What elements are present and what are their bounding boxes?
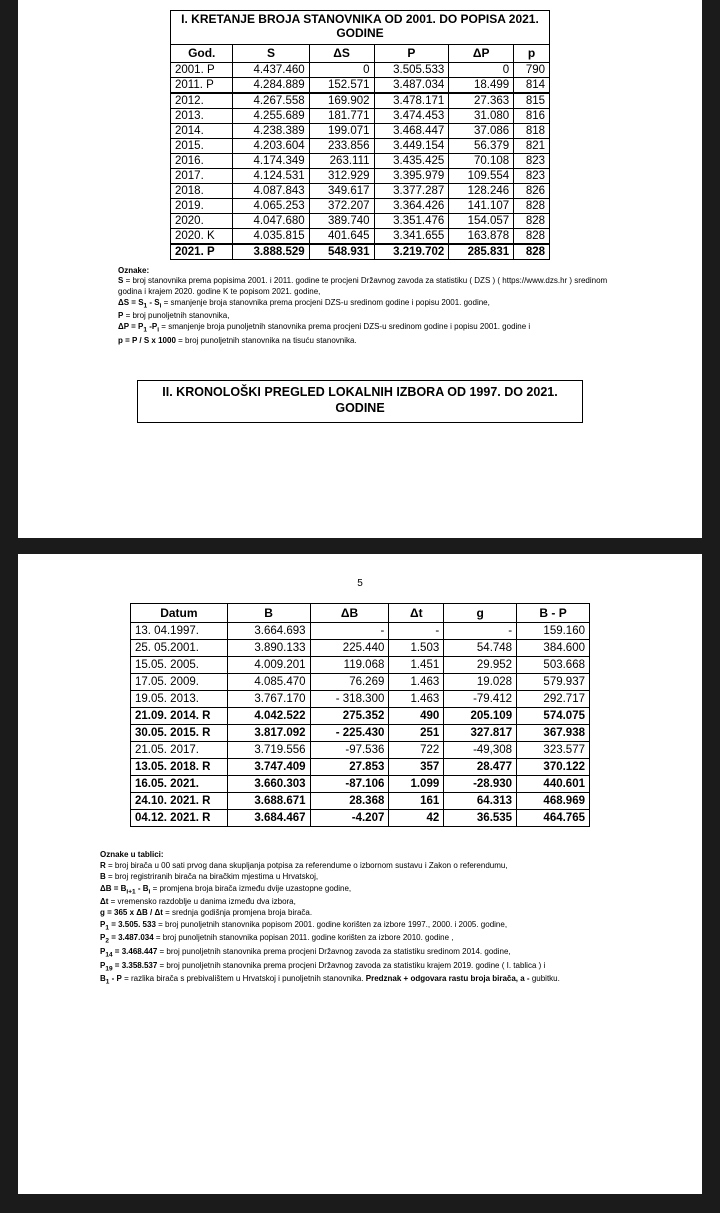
- legend-line: S = broj stanovnika prema popisima 2001. i 2011. godine te procjeni Državnog zavoda za statistiku ( DZS ) ( https://www.dzs.hr ) sredinom godina i krajem 2020. godine K te popisom 2021. godine,: [118, 276, 608, 297]
- cell-delta-s: 152.571: [309, 77, 374, 93]
- table-row: [131, 708, 590, 725]
- cell-ratio: 818: [514, 123, 550, 138]
- cell-year: 2015.: [171, 138, 233, 153]
- cell-b-minus-p: 367.938: [517, 725, 590, 742]
- table-row: [171, 213, 550, 228]
- cell-delta-t: 357: [389, 759, 444, 776]
- cell-delta-p: 285.831: [449, 244, 514, 260]
- table-row: [131, 657, 590, 674]
- cell-adults: 3.474.453: [374, 108, 449, 123]
- cell-delta-s: 199.071: [309, 123, 374, 138]
- cell-voters: 3.664.693: [227, 623, 310, 640]
- table-row: [171, 77, 550, 93]
- cell-adults: 3.395.979: [374, 168, 449, 183]
- cell-delta-s: 349.617: [309, 183, 374, 198]
- cell-adults: 3.468.447: [374, 123, 449, 138]
- cell-date: 17.05. 2009.: [131, 674, 228, 691]
- cell-delta-t: 42: [389, 810, 444, 827]
- cell-b-minus-p: 384.600: [517, 640, 590, 657]
- cell-year: 2019.: [171, 198, 233, 213]
- cell-adults: 3.435.425: [374, 153, 449, 168]
- table2-col-dt: Δt: [389, 604, 444, 623]
- cell-population: 4.174.349: [233, 153, 309, 168]
- cell-ratio: 823: [514, 168, 550, 183]
- table-row: [131, 759, 590, 776]
- cell-population: 4.047.680: [233, 213, 309, 228]
- cell-b-minus-p: 503.668: [517, 657, 590, 674]
- table1-header-row: [171, 44, 550, 62]
- cell-date: 21.09. 2014. R: [131, 708, 228, 725]
- elections-table: [130, 603, 590, 827]
- cell-year: 2018.: [171, 183, 233, 198]
- table1-body: [171, 62, 550, 259]
- section2-banner-container: [58, 380, 662, 422]
- table1-container: [58, 10, 662, 260]
- cell-delta-p: 56.379: [449, 138, 514, 153]
- cell-delta-s: 0: [309, 62, 374, 77]
- cell-year: 2001. P: [171, 62, 233, 77]
- cell-ratio: 815: [514, 93, 550, 109]
- table1-head: [171, 11, 550, 63]
- cell-delta-p: 141.107: [449, 198, 514, 213]
- cell-delta-b: 225.440: [310, 640, 389, 657]
- table1-col-s: S: [233, 44, 309, 62]
- cell-delta-s: 401.645: [309, 228, 374, 244]
- cell-delta-b: 76.269: [310, 674, 389, 691]
- cell-delta-t: 1.451: [389, 657, 444, 674]
- cell-ratio: 821: [514, 138, 550, 153]
- cell-population: 3.888.529: [233, 244, 309, 260]
- cell-delta-s: 263.111: [309, 153, 374, 168]
- table-row: [171, 62, 550, 77]
- legend2-line: B = broj registriranih birača na biračkim mjestima u Hrvatskoj,: [100, 872, 319, 882]
- cell-b-minus-p: 370.122: [517, 759, 590, 776]
- table-row: [131, 725, 590, 742]
- table1-title-row: [171, 11, 550, 45]
- legend2-line: R = broj birača u 00 sati prvog dana skupljanja potpisa za referendume o izbornom sustavu i Zakon o referendumu,: [100, 861, 508, 871]
- cell-population: 4.087.843: [233, 183, 309, 198]
- table-row: [131, 776, 590, 793]
- cell-delta-s: 389.740: [309, 213, 374, 228]
- cell-delta-p: 109.554: [449, 168, 514, 183]
- cell-voters: 3.719.556: [227, 742, 310, 759]
- document-page-2: [18, 554, 702, 1194]
- cell-adults: 3.351.476: [374, 213, 449, 228]
- cell-annual-change: 19.028: [444, 674, 517, 691]
- cell-delta-b: -: [310, 623, 389, 640]
- table-row: [171, 228, 550, 244]
- cell-ratio: 828: [514, 213, 550, 228]
- table1-col-pp: p: [514, 44, 550, 62]
- cell-delta-b: 27.853: [310, 759, 389, 776]
- legend-title: Oznake:: [118, 265, 150, 275]
- cell-b-minus-p: 468.969: [517, 793, 590, 810]
- cell-delta-s: 169.902: [309, 93, 374, 109]
- table2-head: [131, 604, 590, 623]
- cell-annual-change: 28.477: [444, 759, 517, 776]
- cell-delta-p: 18.499: [449, 77, 514, 93]
- cell-annual-change: 36.535: [444, 810, 517, 827]
- cell-delta-b: -4.207: [310, 810, 389, 827]
- cell-b-minus-p: 574.075: [517, 708, 590, 725]
- table-row: [171, 183, 550, 198]
- cell-annual-change: -49,308: [444, 742, 517, 759]
- cell-delta-t: 251: [389, 725, 444, 742]
- cell-delta-p: 128.246: [449, 183, 514, 198]
- cell-year: 2014.: [171, 123, 233, 138]
- table2-col-db: ΔB: [310, 604, 389, 623]
- cell-delta-p: 70.108: [449, 153, 514, 168]
- table-row: [171, 108, 550, 123]
- cell-year: 2016.: [171, 153, 233, 168]
- table2-legend: [100, 849, 660, 987]
- cell-date: 15.05. 2005.: [131, 657, 228, 674]
- cell-population: 4.065.253: [233, 198, 309, 213]
- cell-adults: 3.364.426: [374, 198, 449, 213]
- legend2-line: $P_1 = 3.505$. 533 = broj punoljetnih stanovnika popisom 2001. godine korišten za izbore 1997., 2000. i 2005. godine,: [100, 919, 508, 932]
- legend2-line: g = 365 x ΔB / Δt = srednja godišnja promjena broja birača.: [100, 908, 313, 918]
- cell-voters: 3.747.409: [227, 759, 310, 776]
- cell-adults: 3.505.533: [374, 62, 449, 77]
- table-row: [171, 198, 550, 213]
- cell-delta-b: 275.352: [310, 708, 389, 725]
- cell-delta-b: 28.368: [310, 793, 389, 810]
- cell-population: 4.238.389: [233, 123, 309, 138]
- cell-year: 2011. P: [171, 77, 233, 93]
- cell-annual-change: -28.930: [444, 776, 517, 793]
- cell-delta-t: 1.503: [389, 640, 444, 657]
- cell-b-minus-p: 440.601: [517, 776, 590, 793]
- cell-delta-p: 31.080: [449, 108, 514, 123]
- cell-delta-p: 154.057: [449, 213, 514, 228]
- cell-date: 16.05. 2021.: [131, 776, 228, 793]
- cell-adults: 3.449.154: [374, 138, 449, 153]
- table1-legend: [118, 266, 618, 347]
- cell-delta-b: - 225.430: [310, 725, 389, 742]
- table-row: [131, 793, 590, 810]
- cell-adults: 3.219.702: [374, 244, 449, 260]
- cell-adults: 3.487.034: [374, 77, 449, 93]
- cell-population: 4.124.531: [233, 168, 309, 183]
- cell-delta-s: 233.856: [309, 138, 374, 153]
- cell-delta-b: 119.068: [310, 657, 389, 674]
- cell-delta-t: 1.463: [389, 674, 444, 691]
- cell-delta-s: 312.929: [309, 168, 374, 183]
- population-table: [170, 10, 550, 260]
- cell-delta-s: 372.207: [309, 198, 374, 213]
- table-row: [131, 640, 590, 657]
- table-row: [171, 138, 550, 153]
- cell-date: 21.05. 2017.: [131, 742, 228, 759]
- legend2-line: $P_2 = 3.487.034$ = broj punoljetnih stanovnika popisan 2011. godine korišten za izbore 2010. godine ,: [100, 933, 454, 945]
- legend2-line: $P_{14} = 3.468.447$ = broj punoljetnih stanovnika prema procjeni Državnog zavoda za statistiku sredinom 2014. godine,: [100, 947, 511, 959]
- table2-col-g: g: [444, 604, 517, 623]
- table-row: [171, 244, 550, 260]
- table-row: [131, 742, 590, 759]
- cell-population: 4.267.558: [233, 93, 309, 109]
- cell-annual-change: 64.313: [444, 793, 517, 810]
- cell-annual-change: 327.817: [444, 725, 517, 742]
- cell-annual-change: 205.109: [444, 708, 517, 725]
- cell-annual-change: 29.952: [444, 657, 517, 674]
- cell-population: 4.437.460: [233, 62, 309, 77]
- cell-population: 4.284.889: [233, 77, 309, 93]
- cell-b-minus-p: 292.717: [517, 691, 590, 708]
- table-row: [131, 623, 590, 640]
- legend-line: P = broj punoljetnih stanovnika,: [118, 311, 230, 321]
- cell-delta-t: 722: [389, 742, 444, 759]
- cell-date: 30.05. 2015. R: [131, 725, 228, 742]
- legend2-title: Oznake u tablici:: [100, 850, 164, 859]
- cell-delta-s: 548.931: [309, 244, 374, 260]
- table-row: [171, 123, 550, 138]
- cell-voters: 4.042.522: [227, 708, 310, 725]
- cell-delta-p: 0: [449, 62, 514, 77]
- cell-year: 2013.: [171, 108, 233, 123]
- cell-ratio: 826: [514, 183, 550, 198]
- cell-delta-p: 37.086: [449, 123, 514, 138]
- cell-delta-p: 27.363: [449, 93, 514, 109]
- cell-voters: 3.890.133: [227, 640, 310, 657]
- cell-population: 4.255.689: [233, 108, 309, 123]
- cell-population: 4.203.604: [233, 138, 309, 153]
- cell-delta-t: 490: [389, 708, 444, 725]
- cell-population: 4.035.815: [233, 228, 309, 244]
- document-page-1: [18, 0, 702, 538]
- cell-delta-p: 163.878: [449, 228, 514, 244]
- legend-line: p = P / S x 1000 = broj punoljetnih stanovnika na tisuću stanovnika.: [118, 335, 357, 345]
- cell-delta-s: 181.771: [309, 108, 374, 123]
- cell-adults: 3.341.655: [374, 228, 449, 244]
- cell-delta-t: -: [389, 623, 444, 640]
- cell-annual-change: -79.412: [444, 691, 517, 708]
- table1-col-p: P: [374, 44, 449, 62]
- cell-voters: 3.660.303: [227, 776, 310, 793]
- cell-ratio: 814: [514, 77, 550, 93]
- table2-header-row: [131, 604, 590, 623]
- cell-delta-b: -87.106: [310, 776, 389, 793]
- legend-line: $\Delta P = P_1$ $-P_i$ = smanjenje broja punoljetnih stanovnika prema procjeni DZS-u sredinom godine i popisu 2001. godine i: [118, 322, 531, 334]
- cell-adults: 3.377.287: [374, 183, 449, 198]
- legend-line: $\Delta S = S_1 - S_i$ = smanjenje broja stanovnika prema procjeni DZS-u sredinom godine i popisu 2001. godine,: [118, 297, 490, 310]
- cell-date: 25. 05.2001.: [131, 640, 228, 657]
- cell-adults: 3.478.171: [374, 93, 449, 109]
- section2-banner: II. KRONOLOŠKI PREGLED LOKALNIH IZBORA OD 1997. DO 2021. GODINE: [137, 380, 583, 422]
- cell-ratio: 828: [514, 198, 550, 213]
- cell-year: 2012.: [171, 93, 233, 109]
- legend2-line: $P_{19} = 3.358.537$ = broj punoljetnih stanovnika prema procjeni Državnog zavoda za statistiku krajem 2019. godine ( I. tablica ) i: [100, 960, 546, 973]
- cell-year: 2020.: [171, 213, 233, 228]
- table2-container: [58, 603, 662, 827]
- cell-annual-change: -: [444, 623, 517, 640]
- table-row: [171, 93, 550, 109]
- cell-date: 04.12. 2021. R: [131, 810, 228, 827]
- table-row: [131, 691, 590, 708]
- cell-voters: 3.767.170: [227, 691, 310, 708]
- cell-ratio: 790: [514, 62, 550, 77]
- cell-ratio: 823: [514, 153, 550, 168]
- cell-voters: 3.684.467: [227, 810, 310, 827]
- table1-title: I. KRETANJE BROJA STANOVNIKA OD 2001. DO POPISA 2021. GODINE: [171, 11, 550, 45]
- table2-col-b: B: [227, 604, 310, 623]
- cell-b-minus-p: 323.577: [517, 742, 590, 759]
- table-row: [171, 153, 550, 168]
- cell-b-minus-p: 579.937: [517, 674, 590, 691]
- table1-col-dp: ΔP: [449, 44, 514, 62]
- cell-delta-t: 1.463: [389, 691, 444, 708]
- cell-delta-b: -97.536: [310, 742, 389, 759]
- table1-col-god: God.: [171, 44, 233, 62]
- cell-voters: 4.009.201: [227, 657, 310, 674]
- cell-delta-t: 161: [389, 793, 444, 810]
- table1-col-ds: ΔS: [309, 44, 374, 62]
- cell-delta-b: - 318.300: [310, 691, 389, 708]
- table2-col-datum: Datum: [131, 604, 228, 623]
- cell-voters: 3.817.092: [227, 725, 310, 742]
- cell-annual-change: 54.748: [444, 640, 517, 657]
- cell-ratio: 816: [514, 108, 550, 123]
- cell-voters: 4.085.470: [227, 674, 310, 691]
- cell-ratio: 828: [514, 244, 550, 260]
- cell-date: 13.05. 2018. R: [131, 759, 228, 776]
- table2-body: [131, 623, 590, 827]
- legend2-line: Δt = vremensko razdoblje u danima između dva izbora,: [100, 897, 296, 907]
- cell-year: 2017.: [171, 168, 233, 183]
- cell-date: 19.05. 2013.: [131, 691, 228, 708]
- cell-b-minus-p: 464.765: [517, 810, 590, 827]
- cell-b-minus-p: 159.160: [517, 623, 590, 640]
- table-row: [131, 674, 590, 691]
- table-row: [171, 168, 550, 183]
- legend2-line: $\Delta B = B_{i+1} - B_i$ = promjena broja birača između dvije uzastopne godine,: [100, 883, 352, 896]
- cell-date: 24.10. 2021. R: [131, 793, 228, 810]
- cell-year: 2020. K: [171, 228, 233, 244]
- cell-delta-t: 1.099: [389, 776, 444, 793]
- legend2-line: $B_1$ - P = razlika birača s prebivalištem u Hrvatskoj i punoljetnih stanovnika. Predznak + odgovara rastu broja birača, a - gubitku.: [100, 974, 560, 986]
- table-row: [131, 810, 590, 827]
- page-number: 5: [357, 578, 363, 589]
- cell-voters: 3.688.671: [227, 793, 310, 810]
- table2-col-bp: B - P: [517, 604, 590, 623]
- cell-date: 13. 04.1997.: [131, 623, 228, 640]
- cell-ratio: 828: [514, 228, 550, 244]
- cell-year: 2021. P: [171, 244, 233, 260]
